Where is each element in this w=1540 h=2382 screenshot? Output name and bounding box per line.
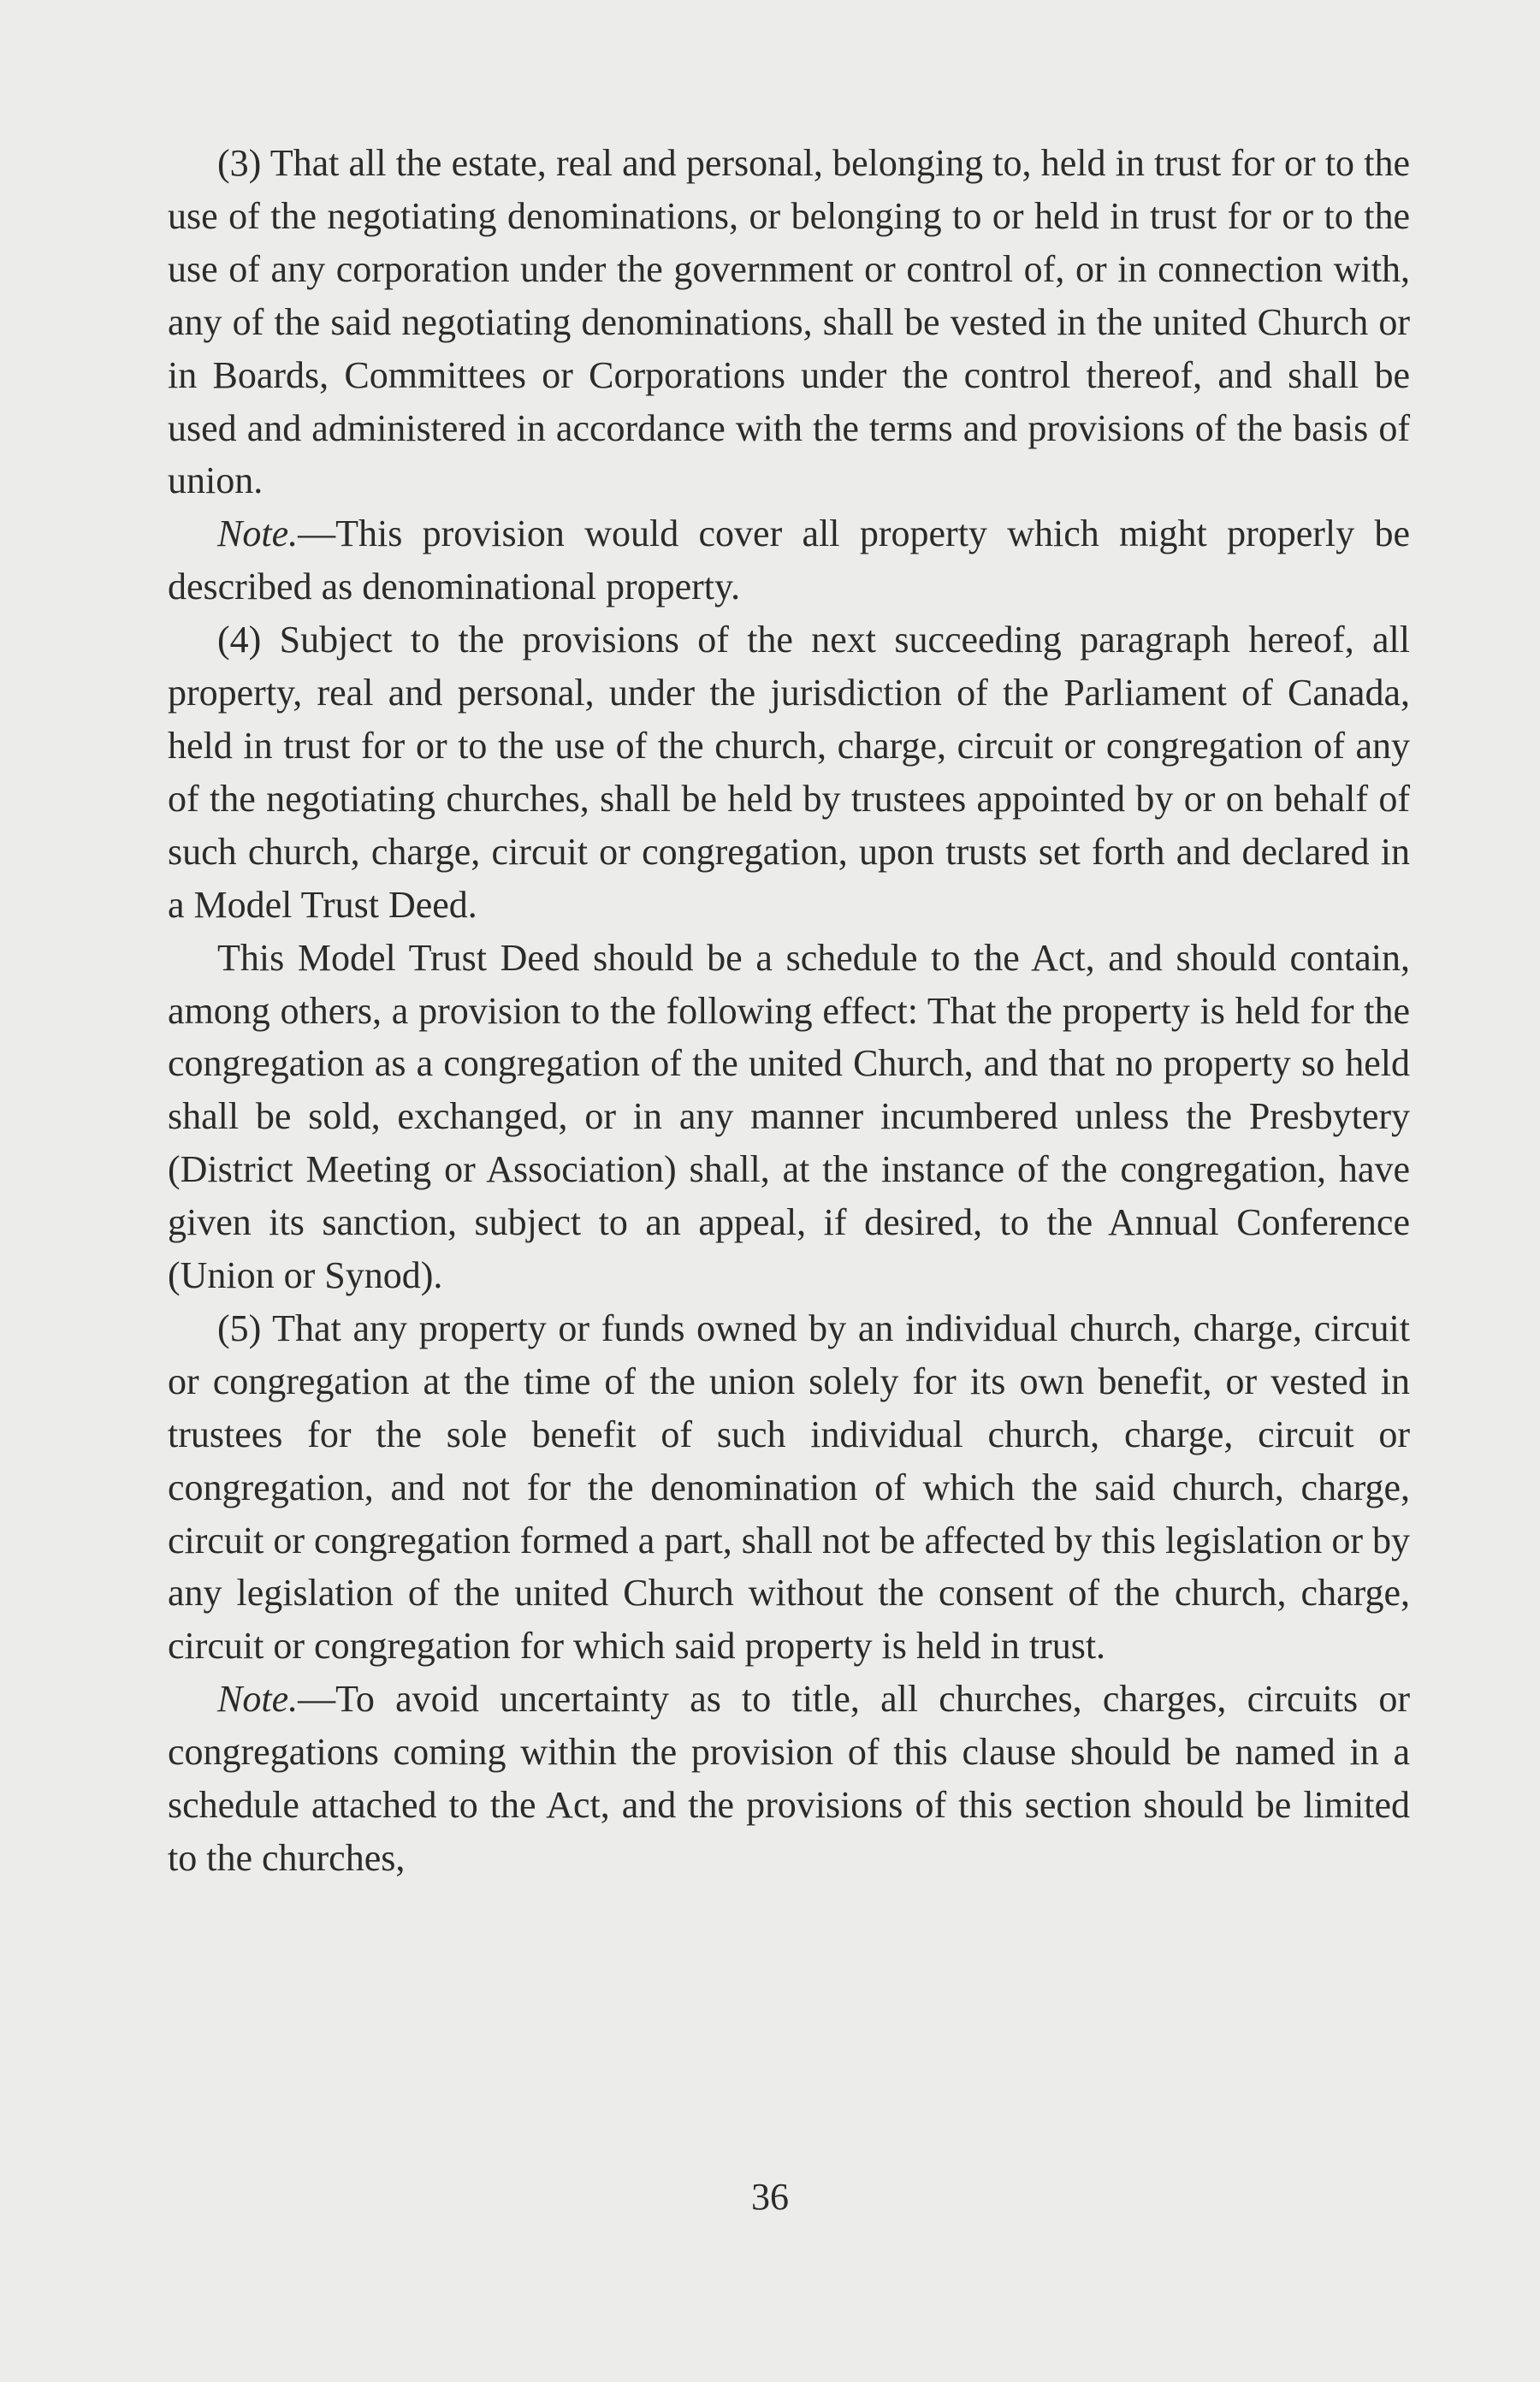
paragraph-model-trust-deed: This Model Trust Deed should be a schedule to the Act, and should contain, among others, a provision to the following effect: That the property is held for the congregation as a congregation of the united Church, and that no property so held shall be sold, exchanged, or in any manner incumbered unless the Presbytery (District Meeting or Association) shall, at the instance of the congregation, have given its sanction, subject to an appeal, if desired, to the Annual Conference (Union or Synod).: [168, 936, 1410, 1297]
page-number: 36: [751, 2176, 789, 2218]
note-label: Note.: [217, 513, 299, 555]
note-paragraph: Note.—To avoid uncertainty as to title, all churches, charges, circuits or congregations coming within the provision of this clause should be named in a schedule attached to the Act, and the provisions of this section should be limited to the churches,: [168, 1678, 1410, 1879]
body-text: [168, 137, 1410, 1885]
note-label: Note.: [217, 1678, 299, 1721]
paragraph-clause-5: (5) That any property or funds owned by an individual church, charge, circuit or congregation at the time of the union solely for its own benefit, or vested in trustees for the sole benefit of such individual church, charge, circuit or congregation, and not for the denomination of which the said church, charge, circuit or congregation formed a part, shall not be affected by this legislation or by any legislation of the united Church without the consent of the church, charge, circuit or congregation for which said property is held in trust.: [168, 1307, 1410, 1668]
paragraph-clause-4: (4) Subject to the provisions of the next succeeding paragraph hereof, all property, real and personal, under the jurisdiction of the Parliament of Canada, held in trust for or to the use of the church, charge, circuit or congregation of any of the negotiating churches, shall be held by trustees appointed by or on behalf of such church, charge, circuit or congregation, upon trusts set forth and declared in a Model Trust Deed.: [168, 619, 1410, 926]
paragraph-clause-3: (3) That all the estate, real and personal, belonging to, held in trust for or to the use of the negotiating denominations, or belonging to or held in trust for or to the use of any corporation under the government or control of, or in connection with, any of the said negotiating denominations, shall be vested in the united Church or in Boards, Committees or Corporations under the control thereof, and shall be used and administered in accordance with the terms and provisions of the basis of union.: [168, 142, 1410, 502]
note-paragraph: Note.—This provision would cover all property which might properly be described as denominational property.: [168, 513, 1410, 608]
